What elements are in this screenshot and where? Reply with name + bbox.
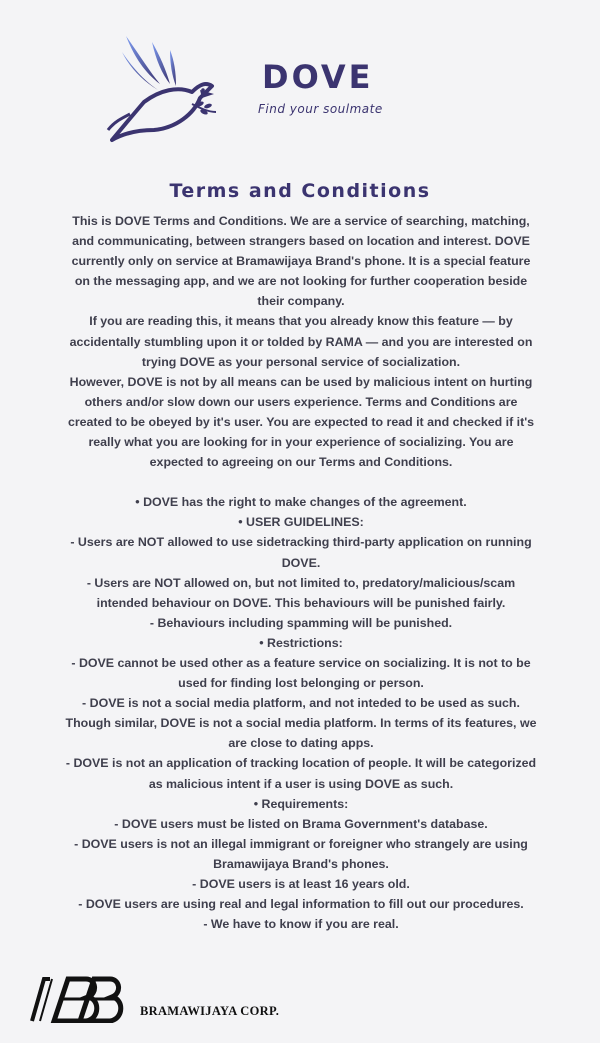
terms-body xyxy=(64,211,538,934)
bramawijaya-logo-icon xyxy=(30,975,128,1023)
rule-item: • DOVE has the right to make changes of the agreement. xyxy=(135,495,467,510)
brand-tagline: Find your soulmate xyxy=(258,102,383,116)
app-header xyxy=(0,28,600,148)
section-heading-user-guidelines: • USER GUIDELINES: xyxy=(238,515,364,530)
rule-item: - DOVE users is not an illegal immigrant or foreigner who strangely are using Bramawijaya Brand's phones. xyxy=(74,836,528,871)
rule-item: - DOVE cannot be used other as a feature service on socializing. It is not to be used for finding lost belonging or person. xyxy=(71,655,531,691)
company-footer xyxy=(30,975,350,1025)
rule-item: - DOVE is not a social media platform, and not inteded to be used as such. Though similar, DOVE is not a social media platform. In terms of its features, we are close to dating apps. xyxy=(65,696,537,751)
intro-paragraph: However, DOVE is not by all means can be used by malicious intent on hurting others and/or slow down our users experience. Terms and Conditions are created to be obeyed by it's user. You are expected to read it and checked if it's really what you are looking for in your experience of socializing. You are expected to agreeing on our Terms and Conditions. xyxy=(67,374,535,470)
rule-item: - DOVE is not an application of tracking location of people. It will be categorized as malicious intent if a user is using DOVE as such. xyxy=(65,756,537,791)
brand-title: DOVE xyxy=(262,58,374,96)
rule-item: - DOVE users must be listed on Brama Government's database. xyxy=(114,816,488,831)
rule-item: - DOVE users are using real and legal information to fill out our procedures. xyxy=(78,897,524,912)
rule-item: - Users are NOT allowed on, but not limited to, predatory/malicious/scam intended behaviour on DOVE. This behaviours will be punished fairly. xyxy=(86,575,516,610)
terms-heading: Terms and Conditions xyxy=(169,180,431,202)
spacer xyxy=(64,472,538,492)
section-heading-requirements: • Requirements: xyxy=(253,796,349,811)
intro-paragraph: This is DOVE Terms and Conditions. We are a service of searching, matching, and communicating, between strangers based on location and interest. DOVE currently only on service at Bramawijaya Brand's phone. It is a special feature on the messaging app, and we are not looking for further cooperation beside their company. xyxy=(71,214,531,309)
rule-item: - We have to know if you are real. xyxy=(203,917,399,932)
dove-logo-icon xyxy=(104,32,224,144)
section-heading-restrictions: • Restrictions: xyxy=(259,635,343,650)
intro-paragraph: If you are reading this, it means that you already know this feature — by accidentally stumbling upon it or tolded by RAMA — and you are interested on trying DOVE as your personal service of socialization. xyxy=(69,314,533,369)
rule-item: - Users are NOT allowed to use sidetracking third-party application on running DOVE. xyxy=(70,535,532,570)
rule-item: - Behaviours including spamming will be punished. xyxy=(149,615,453,630)
rule-item: - DOVE users is at least 16 years old. xyxy=(192,877,410,891)
company-name: BRAMAWIJAYA CORP. xyxy=(140,1004,280,1018)
